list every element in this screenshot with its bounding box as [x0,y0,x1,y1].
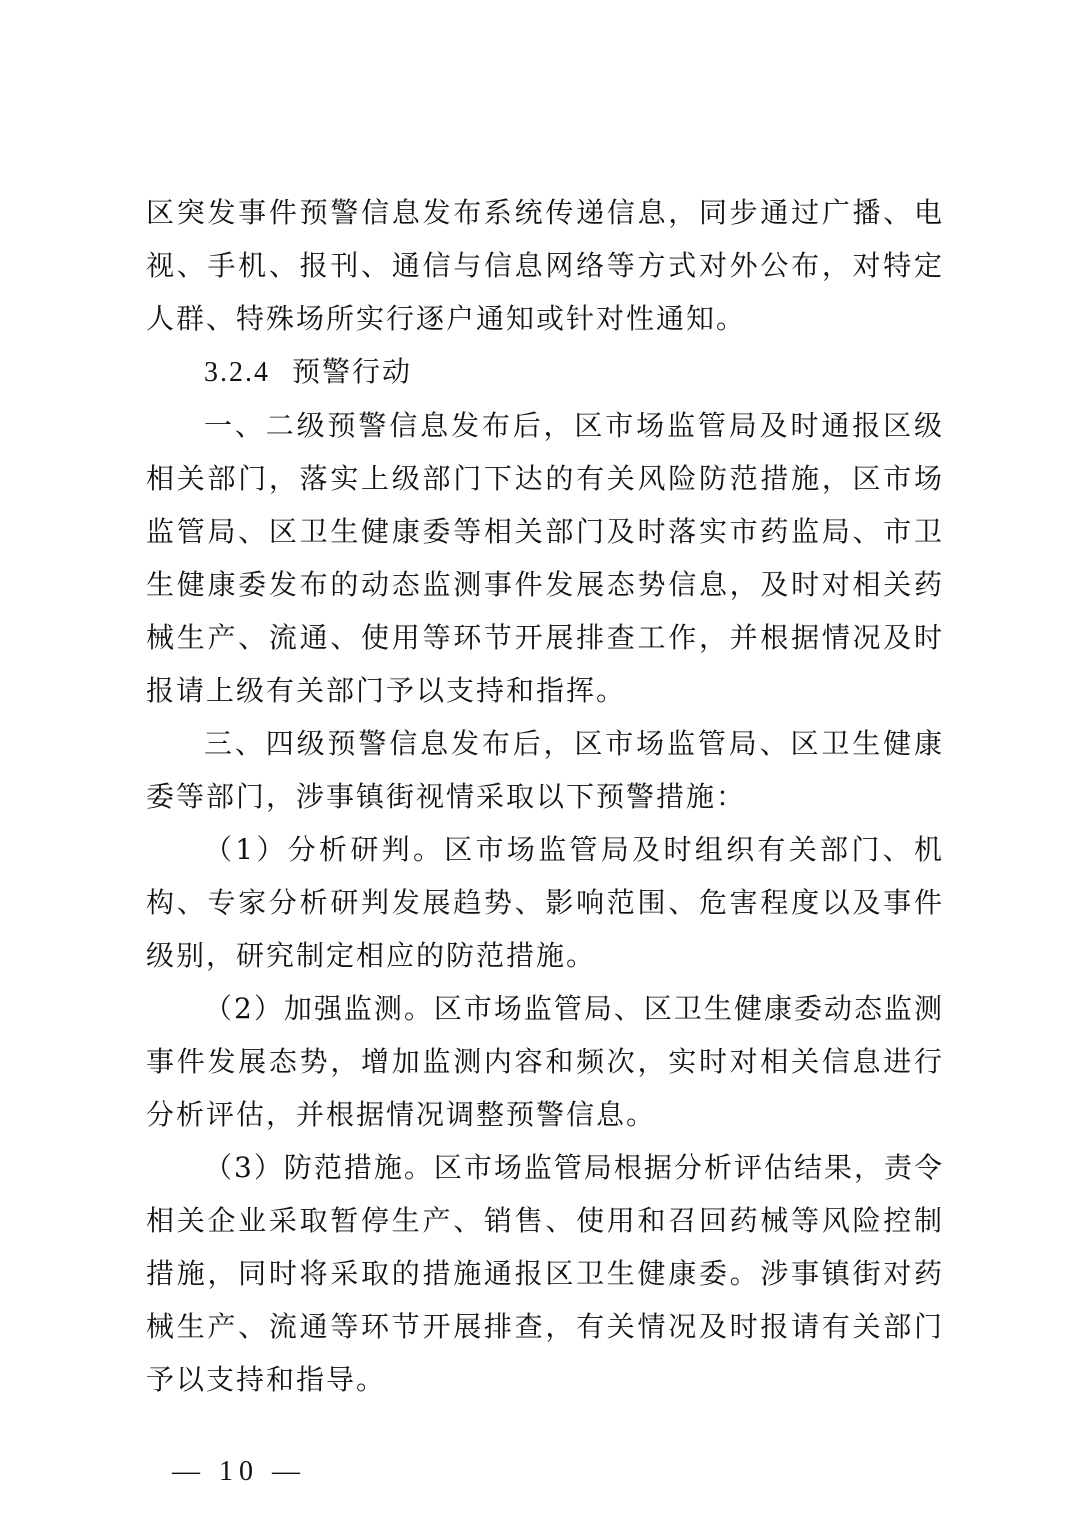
paragraph-prevention: （3）防范措施。区市场监管局根据分析评估结果，责令相关企业采取暂停生产、销售、使用和召回药械等风险控制措施，同时将采取的措施通报区卫生健康委。涉事镇街对药械生产、流通等环节开展排查，有关情况及时报请有关部门予以支持和指导。 [146,1151,944,1396]
section-title: 预警行动 [292,355,413,388]
paragraph-continuation: 区突发事件预警信息发布系统传递信息，同步通过广播、电视、手机、报刊、通信与信息网络等方式对外公布，对特定人群、特殊场所实行逐户通知或针对性通知。 [146,196,944,335]
page-number: — 10 — [172,1456,306,1487]
section-number: 3.2.4 [204,357,270,388]
document-body [146,186,944,1406]
paragraph-monitoring: （2）加强监测。区市场监管局、区卫生健康委动态监测事件发展态势，增加监测内容和频次，实时对相关信息进行分析评估，并根据情况调整预警信息。 [146,992,944,1131]
paragraph-level-3-4-warning: 三、四级预警信息发布后，区市场监管局、区卫生健康委等部门，涉事镇街视情采取以下预警措施： [146,727,944,813]
paragraph-analysis: （1）分析研判。区市场监管局及时组织有关部门、机构、专家分析研判发展趋势、影响范围、危害程度以及事件级别，研究制定相应的防范措施。 [146,833,944,972]
section-heading [146,345,944,399]
paragraph-level-1-2-warning: 一、二级预警信息发布后，区市场监管局及时通报区级相关部门，落实上级部门下达的有关风险防范措施，区市场监管局、区卫生健康委等相关部门及时落实市药监局、市卫生健康委发布的动态监测事件发展态势信息，及时对相关药械生产、流通、使用等环节开展排查工作，并根据情况及时报请上级有关部门予以支持和指挥。 [146,409,944,707]
